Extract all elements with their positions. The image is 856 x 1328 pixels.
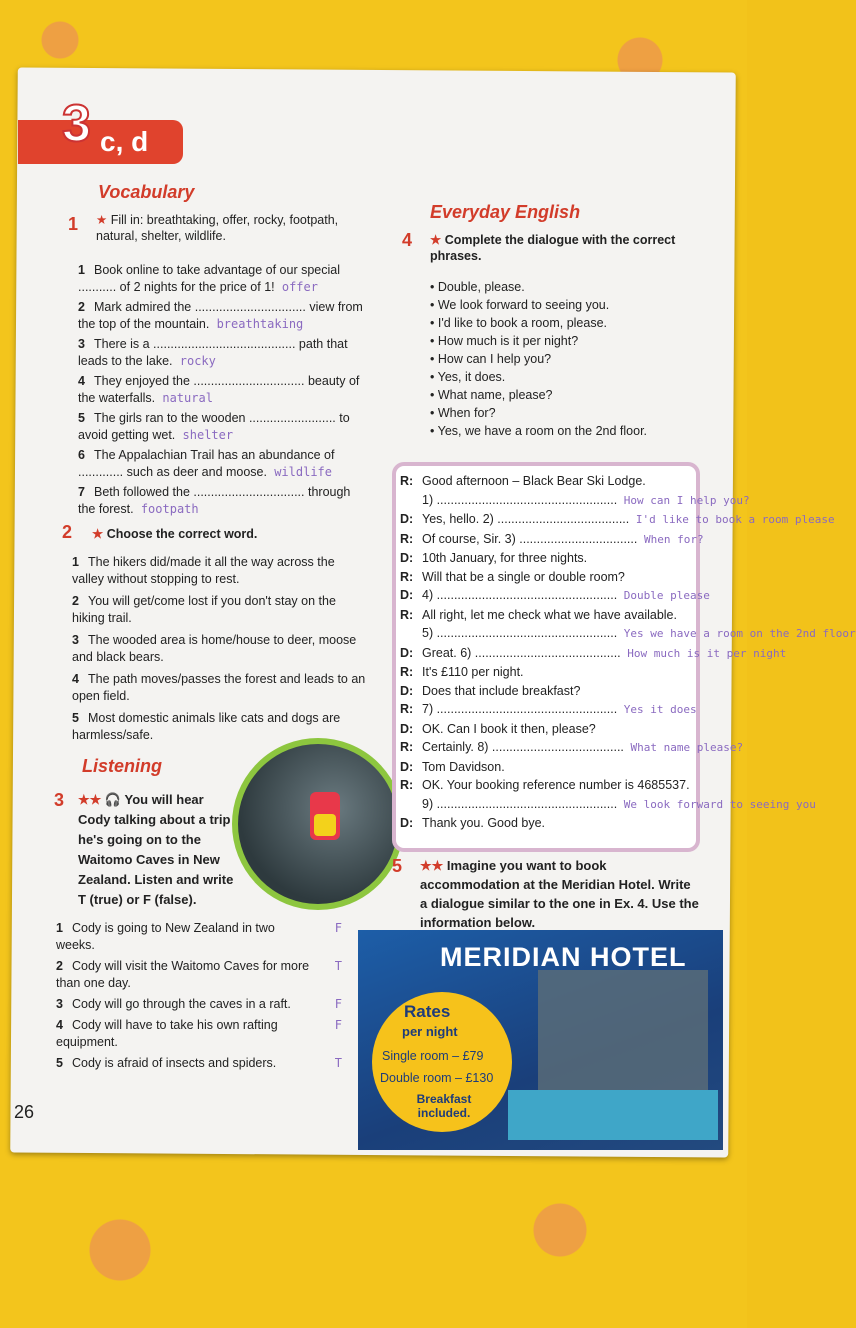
dialogue-text: Does that include breakfast? [422,683,581,698]
item-number: 5 [72,711,79,725]
dialogue-line [400,663,692,682]
ex1-list [78,262,368,521]
speaker-label: R: [400,569,414,584]
dialogue-text: 5) .................................................... [422,626,618,640]
list-item [72,554,366,588]
list-item [72,671,366,705]
speaker-label: R: [400,740,414,754]
phrase-list [430,278,710,440]
ex3-list [56,920,352,1076]
item-text: Cody will have to take his own rafting equipment. [56,1018,278,1049]
star-icon: ★ [430,233,445,247]
ex4-number: 4 [402,230,413,250]
list-item [72,632,366,666]
dialogue-line [400,624,856,644]
rates-sub: per night [402,1024,458,1039]
ex3-instruction-text: You will hear Cody talking about a trip he's going on to the Waitomo Caves in New Zealand. Listen and write T (true) or F (false). [78,792,234,907]
list-item [78,447,368,481]
handwritten-answer: shelter [175,428,234,442]
handwritten-answer: How can I help you? [617,493,750,507]
dialogue-line [400,682,692,701]
list-item [56,958,352,992]
ex2-list [72,554,366,749]
item-number: 2 [72,594,79,608]
ex5-number: 5 [392,856,403,876]
dialogue-text: It's £110 per night. [422,665,524,679]
item-text: Cody will visit the Waitomo Caves for more than one day. [56,959,310,990]
list-item [72,593,366,627]
dialogue-text: Of course, Sir. 3) .................................. [422,531,638,546]
dialogue-text: 10th January, for three nights. [422,551,588,565]
handwritten-answer: We look forward to seeing you [617,797,816,811]
item-number: 1 [56,921,63,935]
ex3-instruction [78,790,238,910]
speaker-label: D: [400,645,414,660]
phrase-item: • How can I help you? [430,352,552,366]
list-item [78,410,368,444]
dialogue-line [400,568,692,587]
dialogue-line [400,738,744,758]
list-item [78,336,368,370]
ex2-instruction [92,526,362,542]
item-number: 4 [78,374,85,388]
dialogue-text: Will that be a single or double room? [422,569,625,584]
dialogue-text: OK. Can I book it then, please? [422,721,596,736]
handwritten-answer: offer [274,280,318,294]
item-text: The wooded area is home/house to deer, moose and black bears. [72,633,357,664]
item-number: 6 [78,448,85,462]
everyday-heading: Everyday English [430,202,581,222]
handwritten-answer: Yes it does [617,703,697,716]
list-item [78,484,368,518]
star-icon: ★★ [78,792,105,807]
star-icon: ★ [96,213,111,227]
item-text: Most domestic animals like cats and dogs are harmless/safe. [72,711,341,742]
pool [508,1090,718,1140]
list-item [56,996,352,1013]
ex1-instruction-text: Fill in: breathtaking, offer, rocky, footpath, natural, shelter, wildlife. [96,213,339,243]
dialogue-text: Yes, hello. 2) ...................................... [422,512,630,526]
speaker-label: R: [400,702,414,716]
item-text: The hikers did/made it all the way across the valley without stopping to rest. [72,555,335,586]
handwritten-answer: T [334,959,342,973]
handwritten-answer: When for? [637,532,704,546]
dialogue-line [400,720,692,739]
handwritten-answer: I'd like to book a room please [629,513,835,526]
handwritten-answer: What name please? [623,741,744,754]
list-item [56,1055,352,1072]
item-text: Book online to take advantage of our special ........... of 2 nights for the price of 1! [78,263,341,294]
dialogue-line [400,776,692,795]
single-rate: Single room – £79 [382,1049,484,1063]
item-text: There is a ......................................... path that leads to the lake. [78,337,348,368]
dialogue-line [400,491,750,511]
item-number: 1 [72,555,79,569]
dialogue-line [400,510,835,530]
handwritten-answer: F [334,997,342,1011]
page-number: 26 [14,1102,35,1122]
item-number: 3 [56,997,63,1011]
dialogue-text: 4) .................................................... [422,588,618,602]
dialogue-line [400,549,692,568]
hotel-building [538,970,708,1090]
speaker-label: D: [400,551,414,565]
dialogue-text: 1) .................................................... [422,492,618,507]
item-text: Mark admired the ................................ view from the top of the mountain. [78,300,363,331]
dialogue-text: Great. 6) .......................................... [422,645,621,660]
listening-heading: Listening [82,756,162,776]
item-text: They enjoyed the ................................ beauty of the waterfalls. [78,374,360,405]
handwritten-answer: wildlife [266,465,333,479]
handwritten-answer: breathtaking [209,317,304,331]
list-item [78,299,368,333]
ex1-instruction [96,212,366,244]
ex5-instruction-text: Imagine you want to book accommodation at the Meridian Hotel. Write a dialogue similar to the one in Ex. 4. Use the information below. [420,858,699,930]
phrase-item: • Yes, it does. [430,370,506,384]
star-icon: ★ [92,527,107,541]
ex2-number: 2 [62,522,73,542]
life-vest [314,814,336,836]
speaker-label: D: [400,683,414,698]
ex2-instruction-text: Choose the correct word. [106,527,258,541]
unit-number: 3 [62,95,91,153]
phrase-item: • I'd like to book a room, please. [430,316,607,330]
rates-title: Rates [404,1002,451,1021]
dialogue-line [400,700,697,720]
handwritten-answer: Double please [617,589,710,602]
item-number: 3 [78,337,85,351]
speaker-label: D: [400,721,414,736]
ex1-number: 1 [68,214,79,234]
item-number: 2 [78,300,85,314]
handwritten-answer: natural [155,391,213,405]
phrase-item: • Double, please. [430,280,525,294]
vocabulary-heading: Vocabulary [98,182,195,202]
item-text: Beth followed the ................................ through the forest. [78,485,351,516]
speaker-label: R: [400,607,414,622]
speaker-label: D: [400,816,414,830]
breakfast-note: Breakfast included. [416,1092,472,1120]
dialogue-text: Good afternoon – Black Bear Ski Lodge. [422,474,646,488]
star-icon: ★★ [420,858,447,873]
item-text: The path moves/passes the forest and leads to an open field. [72,672,366,703]
phrase-item: • We look forward to seeing you. [430,298,610,312]
item-text: Cody is going to New Zealand in two weeks. [56,921,275,952]
speaker-label: R: [400,474,414,488]
speaker-label: R: [400,778,414,792]
dialogue-text: 9) .................................................... [422,796,618,811]
item-text: The Appalachian Trail has an abundance of ............. such as deer and moose. [78,448,335,479]
list-item [78,262,368,296]
dialogue-list [400,472,856,833]
list-item [56,920,352,954]
item-text: You will get/come lost if you don't stay on the hiking trail. [72,594,336,625]
dialogue-line [400,472,692,491]
item-number: 1 [78,263,85,277]
phrase-item: • How much is it per night? [430,334,579,348]
cave-photo [232,738,404,910]
item-number: 4 [56,1018,63,1032]
phrase-item: • What name, please? [430,388,553,402]
dialogue-line [400,530,704,550]
ex4-instruction-text: Complete the dialogue with the correct phrases. [430,233,676,263]
handwritten-answer: T [334,1056,342,1070]
dialogue-text: Thank you. Good bye. [422,816,545,830]
dialogue-line [400,814,692,833]
dialogue-line [400,644,787,664]
phrase-item: • When for? [430,406,496,420]
handwritten-answer: F [334,921,342,935]
speaker-label: D: [400,759,414,774]
double-rate: Double room – £130 [380,1071,494,1085]
speaker-label: D: [400,512,414,526]
list-item [78,373,368,407]
dialogue-line [400,758,692,777]
item-number: 4 [72,672,79,686]
ex5-instruction [420,856,700,932]
dialogue-line [400,586,710,606]
dialogue-text: Certainly. 8) ...................................... [422,740,624,754]
unit-letters: c, d [100,126,149,157]
item-number: 5 [56,1056,63,1070]
hotel-name: MERIDIAN HOTEL [440,942,687,972]
handwritten-answer: How much is it per night [620,646,787,660]
speaker-label: R: [400,665,414,679]
list-item [56,1017,352,1051]
dialogue-text: OK. Your booking reference number is 4685537. [422,778,690,792]
speaker-label: R: [400,531,414,546]
dialogue-line [400,606,692,625]
handwritten-answer: rocky [172,354,216,368]
speaker-label: D: [400,588,414,602]
item-number: 5 [78,411,85,425]
item-number: 7 [78,485,85,499]
item-text: Cody is afraid of insects and spiders. [72,1056,277,1070]
dialogue-text: Tom Davidson. [422,759,505,774]
handwritten-answer: F [334,1018,342,1032]
dialogue-text: 7) .................................................... [422,702,618,716]
handwritten-answer: Yes we have a room on the 2nd floor [617,627,856,640]
item-text: Cody will go through the caves in a raft. [72,997,291,1011]
dialogue-line [400,795,816,815]
ex3-number: 3 [54,790,65,810]
item-number: 2 [56,959,63,973]
headphones-icon: 🎧 [104,792,125,807]
dialogue-text: All right, let me check what we have available. [422,607,677,622]
phrase-item: • Yes, we have a room on the 2nd floor. [430,424,648,438]
handwritten-answer: footpath [133,502,199,516]
item-text: The girls ran to the wooden ......................... to avoid getting wet. [78,411,350,442]
ex4-instruction [430,232,690,264]
item-number: 3 [72,633,79,647]
